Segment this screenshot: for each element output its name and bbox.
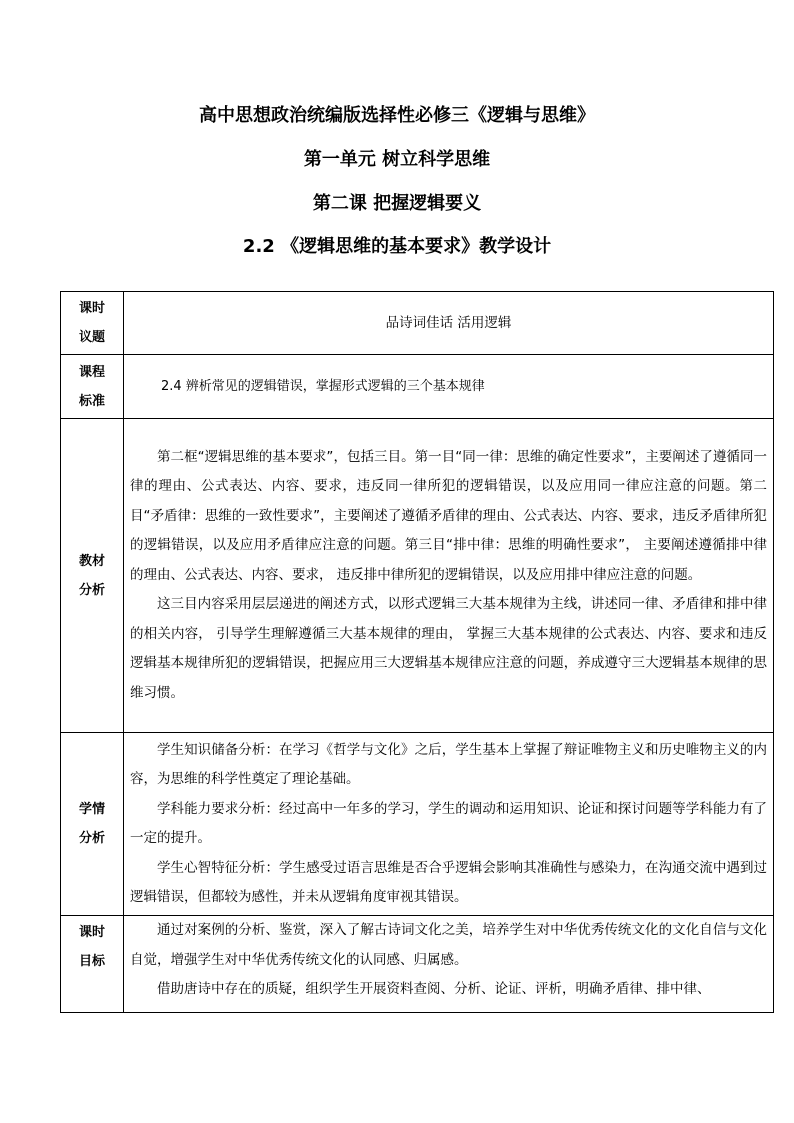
paragraph: 通过对案例的分析、鉴赏，深入了解古诗词文化之美，培养学生对中华优秀传统文化的文化自信与文化自觉，增强学生对中华优秀传统文化的认同感、归属感。	[130, 922, 767, 968]
paragraph: 这三目内容采用层层递进的阐述方式，以形式逻辑三大基本规律为主线，讲述同一律、矛盾律和排中律的相关内容， 引导学生理解遵循三大基本规律的理由， 掌握三大基本规律的公式表达、内容、要求和违反逻辑基本规律所犯的逻辑错误，把握应用三大逻辑基本规律应注意的问题，养成遵守三大逻辑基本规律的思维习惯。	[130, 596, 767, 701]
standard-content	[124, 355, 774, 419]
row-label-textbook	[61, 419, 124, 733]
label-line: 课时	[78, 925, 105, 940]
row-label-objectives	[61, 916, 124, 1013]
topic-title: 2.2 《逻辑思维的基本要求》教学设计	[242, 236, 552, 257]
row-label-standard	[61, 355, 124, 419]
lesson-title: 第二课 把握逻辑要义	[312, 193, 482, 214]
student-analysis-content	[124, 733, 774, 916]
table-row	[61, 419, 774, 733]
label-line: 分析	[78, 831, 105, 846]
table-row	[61, 292, 774, 355]
row-label-students	[61, 733, 124, 916]
label-line: 分析	[78, 582, 105, 598]
label-line: 学情	[78, 802, 105, 817]
paragraph: 学生心智特征分析：学生感受过语言思维是否合乎逻辑会影响其准确性与感染力，在沟通交流中遇到过逻辑错误，但都较为感性，并未从逻辑角度审视其错误。	[130, 859, 767, 905]
textbook-analysis-content	[124, 419, 774, 733]
label-line: 课程	[78, 364, 105, 380]
label-line: 教材	[78, 553, 105, 569]
label-line: 课时	[78, 301, 105, 316]
table-row	[61, 916, 774, 1013]
paragraph: 第二框“逻辑思维的基本要求”，包括三目。第一目“同一律：思维的确定性要求”，主要阐述了遵循同一律的理由、公式表达、内容、要求，违反同一律所犯的逻辑错误，以及应用同一律应注意的问题。第二目“矛盾律：思维的一致性要求”，主要阐述了遵循矛盾律的理由、公式表达、内容、要求，违反矛盾律所犯的逻辑错误，以及应用矛盾律应注意的问题。第三目“排中律：思维的明确性要求”， 主要阐述遵循排中律的理由、公式表达、内容、要求， 违反排中律所犯的逻辑错误，以及应用排中律应注意的问题。	[130, 448, 767, 583]
label-line: 标准	[78, 393, 105, 409]
row-label-topic	[61, 292, 124, 355]
course-title: 高中思想政治统编版选择性必修三《逻辑与思维》	[199, 105, 595, 126]
lesson-design-table	[60, 291, 774, 1013]
unit-title: 第一单元 树立科学思维	[303, 149, 491, 170]
table-row	[61, 355, 774, 419]
topic-content: 品诗词佳话 活用逻辑	[124, 292, 774, 355]
paragraph: 学生知识储备分析：在学习《哲学与文化》之后，学生基本上掌握了辩证唯物主义和历史唯物主义的内容，为思维的科学性奠定了理论基础。	[130, 741, 767, 787]
label-line: 目标	[78, 954, 105, 969]
table-row	[61, 733, 774, 916]
standard-text: 2.4 辨析常见的逻辑错误，掌握形式逻辑的三个基本规律	[161, 379, 485, 394]
paragraph: 借助唐诗中存在的质疑，组织学生开展资料查阅、分析、论证、评析，明确矛盾律、排中律、	[157, 981, 711, 997]
objectives-content	[124, 916, 774, 1013]
paragraph: 学科能力要求分析：经过高中一年多的学习，学生的调动和运用知识、论证和探讨问题等学科能力有了一定的提升。	[130, 800, 767, 846]
label-line: 议题	[78, 330, 105, 345]
